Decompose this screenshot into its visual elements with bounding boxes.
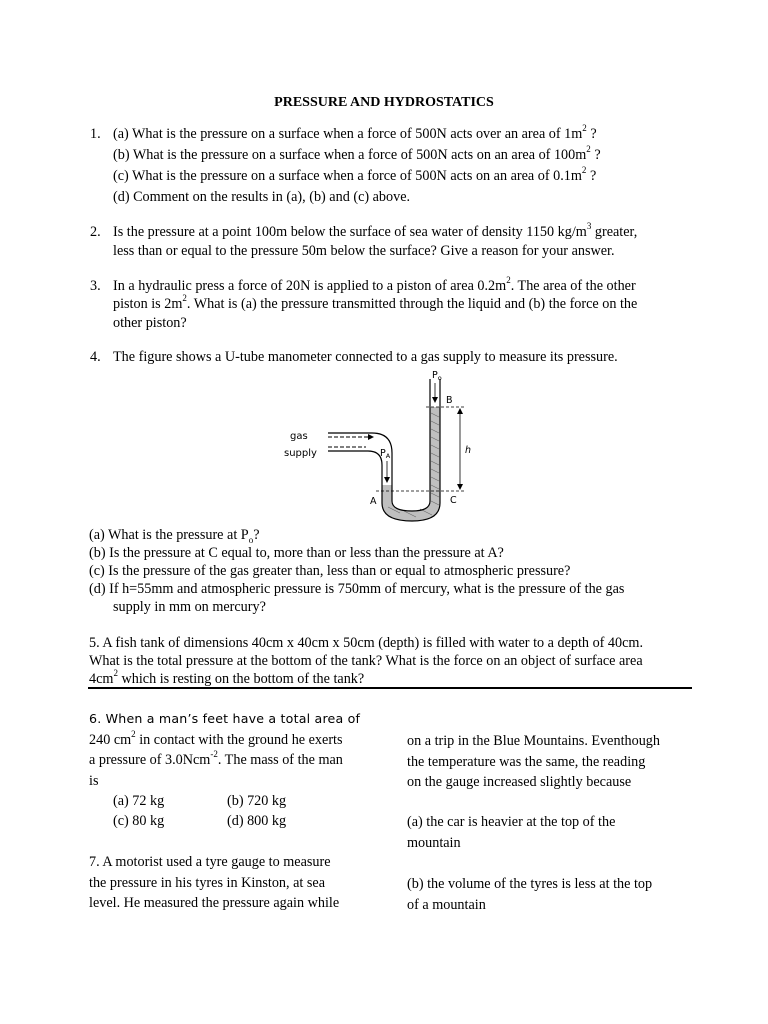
question-5-line-2: What is the total pressure at the bottom of the tank? What is the force on an object of surface area bbox=[89, 653, 643, 669]
question-6-options-row-2 bbox=[89, 811, 379, 831]
option-a: (a) 72 kg bbox=[113, 793, 165, 809]
question-7-line-4: on a trip in the Blue Mountains. Eventhough bbox=[407, 733, 660, 749]
question-3-line-3: other piston? bbox=[113, 315, 187, 331]
option-b-line-2: of a mountain bbox=[407, 896, 486, 913]
option-b: (b) 720 kg bbox=[227, 793, 287, 809]
gas-label: gas bbox=[290, 431, 308, 442]
question-7-option-a bbox=[407, 812, 697, 853]
question-4b: (b) Is the pressure at C equal to, more than or less than the pressure at A? bbox=[89, 545, 504, 561]
question-3-line-2: piston is $2m^2$. What is (a) the pressure transmitted through the liquid and (b) the force on the bbox=[113, 293, 638, 312]
question-4a: (a) What is the pressure at $P_o$? bbox=[89, 527, 260, 545]
page-title: PRESSURE AND HYDROSTATICS bbox=[274, 95, 494, 110]
question-7-line-3: level. He measured the pressure again while bbox=[89, 895, 340, 911]
option-d: (d) 800 kg bbox=[227, 813, 287, 829]
question-6-line-1: 6. When a man’s feet have a total area of bbox=[89, 711, 361, 726]
left-column bbox=[89, 709, 379, 831]
question-7-line-2: the pressure in his tyres in Kinston, at sea bbox=[89, 874, 326, 891]
question-4c: (c) Is the pressure of the gas greater than, less than or equal to atmospheric pressure? bbox=[89, 563, 571, 579]
question-7-line-6: on the gauge increased slightly because bbox=[407, 774, 632, 790]
a-label: A bbox=[370, 496, 377, 507]
b-label: B bbox=[446, 395, 453, 406]
question-2-line-1: Is the pressure at a point 100m below the surface of sea water of density 1150 $kg/m^3$ greater, bbox=[113, 221, 638, 240]
question-6-line-3: a pressure of 3.0Ncm$^{-2}$. The mass of the man bbox=[89, 749, 343, 768]
question-number: 2. bbox=[90, 224, 101, 240]
pa-label: $P_A$ bbox=[380, 448, 391, 460]
question-4-intro: The figure shows a U-tube manometer connected to a gas supply to measure its pressure. bbox=[113, 349, 618, 365]
question-1a: (a) What is the pressure on a surface when a force of 500N acts over an area of $1m^2$ ? bbox=[113, 123, 597, 142]
supply-label: supply bbox=[284, 448, 317, 459]
option-a-line-1: (a) the car is heavier at the top of the bbox=[407, 814, 616, 830]
question-number: 1. bbox=[90, 126, 101, 142]
po-label: $P_o$ bbox=[432, 370, 442, 382]
option-b-line-1: (b) the volume of the tyres is less at the top bbox=[407, 876, 653, 892]
question-7-line-1: 7. A motorist used a tyre gauge to measure bbox=[89, 854, 331, 870]
question-2-line-2: less than or equal to the pressure 50m below the surface? Give a reason for your answer. bbox=[113, 243, 615, 259]
question-number: 4. bbox=[90, 349, 101, 365]
question-1c: (c) What is the pressure on a surface when a force of 500N acts on an area of $0.1m^2$ ? bbox=[113, 165, 597, 184]
question-5-line-1: 5. A fish tank of dimensions 40cm x 40cm x 50cm (depth) is filled with water to a depth of 40cm. bbox=[89, 635, 644, 651]
question-7-line-5: the temperature was the same, the reading bbox=[407, 753, 646, 770]
right-column bbox=[407, 731, 697, 793]
question-number: 3. bbox=[90, 278, 101, 294]
question-7-option-b bbox=[407, 874, 697, 915]
question-6-line-4: is bbox=[89, 772, 99, 789]
question-4d-line-2: supply in mm on mercury? bbox=[113, 599, 266, 615]
question-3-line-1: In a hydraulic press a force of 20N is applied to a piston of area $0.2m^2$. The area of the other bbox=[113, 275, 636, 294]
question-5-line-3: $4cm^2$ which is resting on the bottom of the tank? bbox=[89, 668, 365, 687]
manometer-diagram bbox=[276, 367, 496, 525]
question-7-left bbox=[89, 852, 379, 914]
question-6-options-row-1 bbox=[89, 791, 379, 811]
section-divider bbox=[88, 687, 692, 689]
option-a-line-2: mountain bbox=[407, 834, 461, 851]
option-c: (c) 80 kg bbox=[113, 813, 165, 829]
question-1b: (b) What is the pressure on a surface when a force of 500N acts on an area of $100m^2$ ? bbox=[113, 144, 601, 163]
question-6-line-2: 240 $cm^2$ in contact with the ground he exerts bbox=[89, 728, 343, 748]
h-label: h bbox=[465, 445, 472, 456]
c-label: C bbox=[450, 495, 457, 506]
question-4d-line-1: (d) If h=55mm and atmospheric pressure is 750mm of mercury, what is the pressure of the gas bbox=[89, 581, 625, 597]
question-1d: (d) Comment on the results in (a), (b) and (c) above. bbox=[113, 189, 411, 205]
